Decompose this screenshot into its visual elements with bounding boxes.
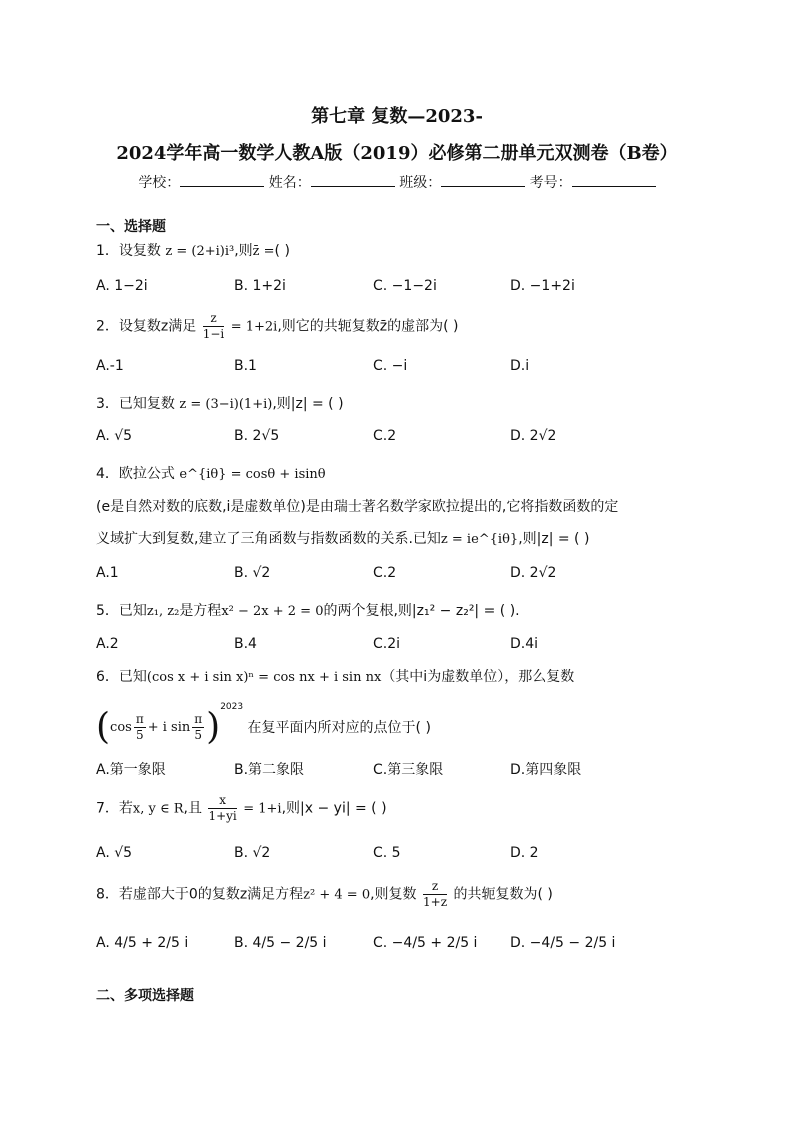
exam-title-line2: 2024学年高一数学人教A版（2019）必修第二册单元双测卷（B卷） xyxy=(116,143,678,164)
question-5-options xyxy=(96,636,696,656)
option-a[interactable]: A.第一象限 xyxy=(96,762,166,778)
option-d[interactable]: D.第四象限 xyxy=(510,762,582,778)
exam-title-line1: 第七章 复数—2023- xyxy=(311,106,483,127)
question-1-options xyxy=(96,278,696,298)
option-c[interactable]: C.第三象限 xyxy=(373,762,444,778)
option-c[interactable]: C. 5 xyxy=(373,845,401,861)
option-d[interactable]: D. −1+2i xyxy=(510,278,575,294)
question-2: 2．设复数z满足 $\frac{z}{1-i}$ = 1+2i,则它的共轭复数z̄的虚部为( ) xyxy=(96,311,459,341)
class-label: 班级： xyxy=(399,175,442,191)
question-4: 4．欧拉公式 e^{iθ} = cosθ + isinθ xyxy=(96,466,326,482)
option-b[interactable]: B. √2 xyxy=(234,565,271,581)
question-3-options xyxy=(96,428,696,448)
fraction: $\frac{x}{1+yi}$ xyxy=(208,793,237,823)
question-1: 1．设复数 z = (2+i)i³,则z̄ =( ) xyxy=(96,243,290,259)
name-label: 姓名： xyxy=(268,175,311,191)
option-b[interactable]: B. 2√5 xyxy=(234,428,280,444)
school-label: 学校： xyxy=(138,175,181,191)
option-d[interactable]: D. 2√2 xyxy=(510,428,557,444)
option-c[interactable]: C.2 xyxy=(373,565,397,581)
question-5: 5．已知z₁, z₂是方程x² − 2x + 2 = 0的两个复根,则|z₁² − z₂²| = ( ). xyxy=(96,603,520,619)
option-a[interactable]: A. 4/5 + 2/5 i xyxy=(96,935,189,951)
question-7-options xyxy=(96,845,696,865)
option-d[interactable]: D. 2√2 xyxy=(510,565,557,581)
question-7: 7．若x, y ∈ R,且 $\frac{x}{1+yi}$ = 1+i,则|x − yi| = ( ) xyxy=(96,793,387,823)
option-c[interactable]: C. −1−2i xyxy=(373,278,437,294)
option-a[interactable]: A.-1 xyxy=(96,358,124,374)
question-4-context-line1: (e是自然对数的底数,i是虚数单位)是由瑞士著名数学家欧拉提出的,它将指数函数的定 xyxy=(96,499,619,515)
student-info-row xyxy=(0,172,794,192)
option-c[interactable]: C.2 xyxy=(373,428,397,444)
class-blank[interactable] xyxy=(441,174,525,187)
option-c[interactable]: C. −i xyxy=(373,358,408,374)
option-c[interactable]: C.2i xyxy=(373,636,401,652)
option-b[interactable]: B. 1+2i xyxy=(234,278,286,294)
option-d[interactable]: D.i xyxy=(510,358,530,374)
exam-number-label: 考号： xyxy=(529,175,572,191)
name-blank[interactable] xyxy=(311,174,395,187)
option-d[interactable]: D. −4/5 − 2/5 i xyxy=(510,935,616,951)
option-b[interactable]: B. √2 xyxy=(234,845,271,861)
question-6-options xyxy=(96,759,696,779)
option-a[interactable]: A. √5 xyxy=(96,845,133,861)
question-4-context-line2: 义域扩大到复数,建立了三角函数与指数函数的关系.已知z = ie^{iθ},则|z| = ( ) xyxy=(96,531,590,547)
option-d[interactable]: D.4i xyxy=(510,636,539,652)
question-3: 3．已知复数 z = (3−i)(1+i),则|z| = ( ) xyxy=(96,396,344,412)
exam-number-blank[interactable] xyxy=(572,174,656,187)
question-6-expression-line: (cos $\frac{\pi}{5}$ + i sin $\frac{\pi}{5}$ )$^{2023}$ 在复平面内所对应的点位于( ) xyxy=(96,702,431,748)
option-c[interactable]: C. −4/5 + 2/5 i xyxy=(373,935,478,951)
option-a[interactable]: A. 1−2i xyxy=(96,278,148,294)
option-b[interactable]: B. 4/5 − 2/5 i xyxy=(234,935,327,951)
right-paren: ) xyxy=(206,706,221,748)
option-a[interactable]: A.2 xyxy=(96,636,119,652)
section-heading-choice: 一、选择题 xyxy=(96,219,166,235)
question-4-options xyxy=(96,565,696,585)
fraction: $\frac{z}{1+z}$ xyxy=(423,879,448,909)
fraction: $\frac{z}{1-i}$ xyxy=(202,311,225,341)
section-heading-multi-choice: 二、多项选择题 xyxy=(96,988,194,1004)
option-b[interactable]: B.第二象限 xyxy=(234,762,305,778)
question-8: 8．若虚部大于0的复数z满足方程z² + 4 = 0,则复数 $\frac{z}{1+z}$ 的共轭复数为( ) xyxy=(96,879,553,909)
option-a[interactable]: A. √5 xyxy=(96,428,133,444)
option-b[interactable]: B.1 xyxy=(234,358,257,374)
school-blank[interactable] xyxy=(180,174,264,187)
question-8-options xyxy=(96,935,696,955)
option-a[interactable]: A.1 xyxy=(96,565,119,581)
left-paren: ( xyxy=(96,706,111,748)
question-6: 6．已知(cos x + i sin x)ⁿ = cos nx + i sin nx（其中i为虚数单位），那么复数 xyxy=(96,669,575,685)
question-2-options xyxy=(96,358,696,378)
option-d[interactable]: D. 2 xyxy=(510,845,539,861)
option-b[interactable]: B.4 xyxy=(234,636,257,652)
